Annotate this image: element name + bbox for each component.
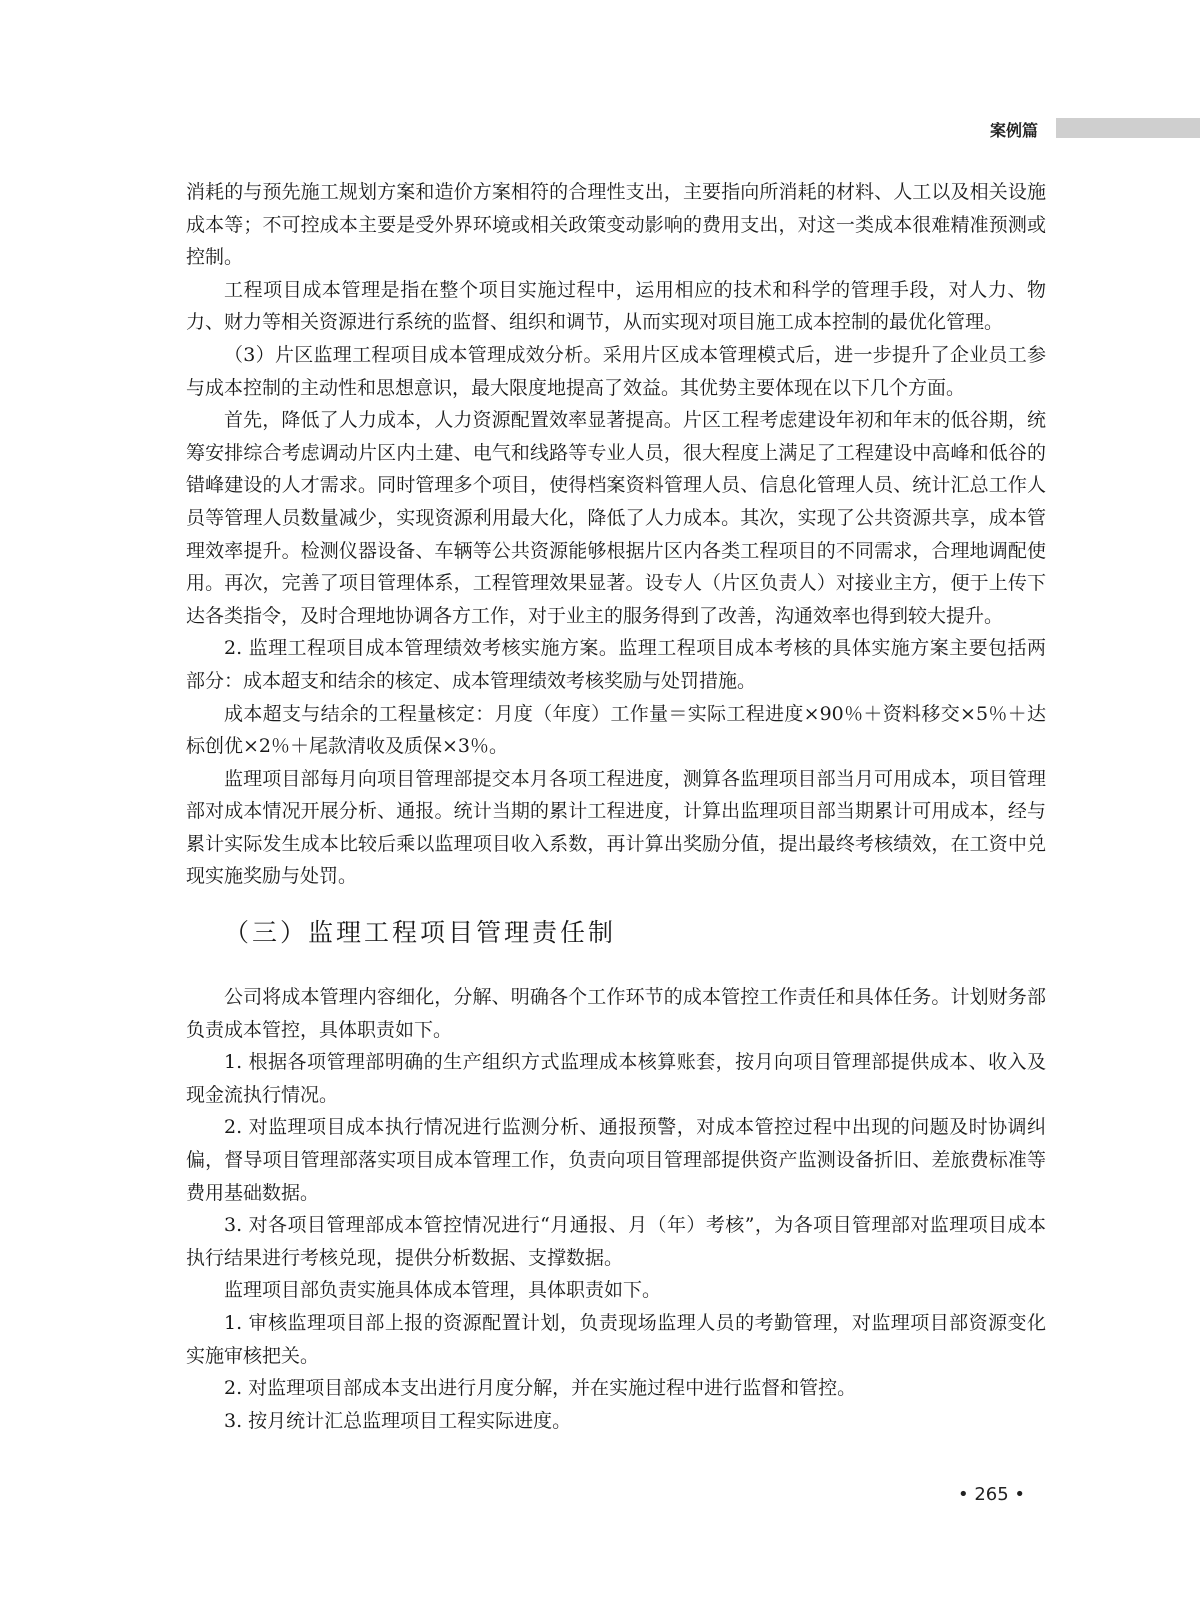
header-bar-decoration [1056,118,1200,138]
paragraph: 1. 根据各项管理部明确的生产组织方式监理成本核算账套，按月向项目管理部提供成本、收入及现金流执行情况。 [186,1051,1046,1106]
section-header-label: 案例篇 [990,121,1039,140]
paragraph: 2. 对监理项目成本执行情况进行监测分析、通报预警，对成本管控过程中出现的问题及时协调纠偏，督导项目管理部落实项目成本管理工作，负责向项目管理部提供资产监测设备折旧、差旅费标准等费用基础数据。 [186,1116,1046,1204]
paragraph: 成本超支与结余的工程量核定：月度（年度）工作量＝实际工程进度×90％＋资料移交×5％＋达标创优×2％＋尾款清收及质保×3％。 [186,702,1046,758]
page-number: • 265 • [958,1484,1026,1505]
page-content [186,176,1046,1437]
paragraph: 2. 对监理项目部成本支出进行月度分解，并在实施过程中进行监督和管控。 [224,1377,857,1400]
paragraph: 首先，降低了人力成本，人力资源配置效率显著提高。片区工程考虑建设年初和年末的低谷期，统筹安排综合考虑调动片区内土建、电气和线路等专业人员，很大程度上满足了工程建设中高峰和低谷的错峰建设的人才需求。同时管理多个项目，使得档案资料管理人员、信息化管理人员、统计汇总工作人员等管理人员数量减少，实现资源利用最大化，降低了人力成本。其次，实现了公共资源共享，成本管理效率提升。检测仪器设备、车辆等公共资源能够根据片区内各类工程项目的不同需求，合理地调配使用。再次，完善了项目管理体系，工程管理效果显著。设专人（片区负责人）对接业主方，便于上传下达各类指令，及时合理地协调各方工作，对于业主的服务得到了改善，沟通效率也得到较大提升。 [186,409,1046,627]
paragraph: 监理项目部负责实施具体成本管理，具体职责如下。 [224,1279,662,1302]
paragraph: 工程项目成本管理是指在整个项目实施过程中，运用相应的技术和科学的管理手段，对人力、物力、财力等相关资源进行系统的监督、组织和调节，从而实现对项目施工成本控制的最优化管理。 [186,278,1046,334]
paragraph: （3）片区监理工程项目成本管理成效分析。采用片区成本管理模式后，进一步提升了企业员工参与成本控制的主动性和思想意识，最大限度地提高了效益。其优势主要体现在以下几个方面。 [186,343,1046,399]
paragraph: 1. 审核监理项目部上报的资源配置计划，负责现场监理人员的考勤管理，对监理项目部资源变化实施审核把关。 [186,1312,1046,1367]
paragraph: 公司将成本管理内容细化，分解、明确各个工作环节的成本管控工作责任和具体任务。计划财务部负责成本管控，具体职责如下。 [186,986,1046,1041]
paragraph: 3. 按月统计汇总监理项目工程实际进度。 [224,1409,572,1432]
paragraph: 3. 对各项目管理部成本管控情况进行“月通报、月（年）考核”，为各项目管理部对监理项目成本执行结果进行考核兑现，提供分析数据、支撑数据。 [186,1214,1046,1269]
paragraph: 消耗的与预先施工规划方案和造价方案相符的合理性支出，主要指向所消耗的材料、人工以及相关设施成本等；不可控成本主要是受外界环境或相关政策变动影响的费用支出，对这一类成本很难精准预测或控制。 [186,181,1046,269]
section-title: （三）监理工程项目管理责任制 [224,918,617,948]
paragraph: 2. 监理工程项目成本管理绩效考核实施方案。监理工程项目成本考核的具体实施方案主要包括两部分：成本超支和结余的核定、成本管理绩效考核奖励与处罚措施。 [186,637,1046,692]
paragraph: 监理项目部每月向项目管理部提交本月各项工程进度，测算各监理项目部当月可用成本，项目管理部对成本情况开展分析、通报。统计当期的累计工程进度，计算出监理项目部当期累计可用成本，经与累计实际发生成本比较后乘以监理项目收入系数，再计算出奖励分值，提出最终考核绩效，在工资中兑现实施奖励与处罚。 [186,767,1046,888]
